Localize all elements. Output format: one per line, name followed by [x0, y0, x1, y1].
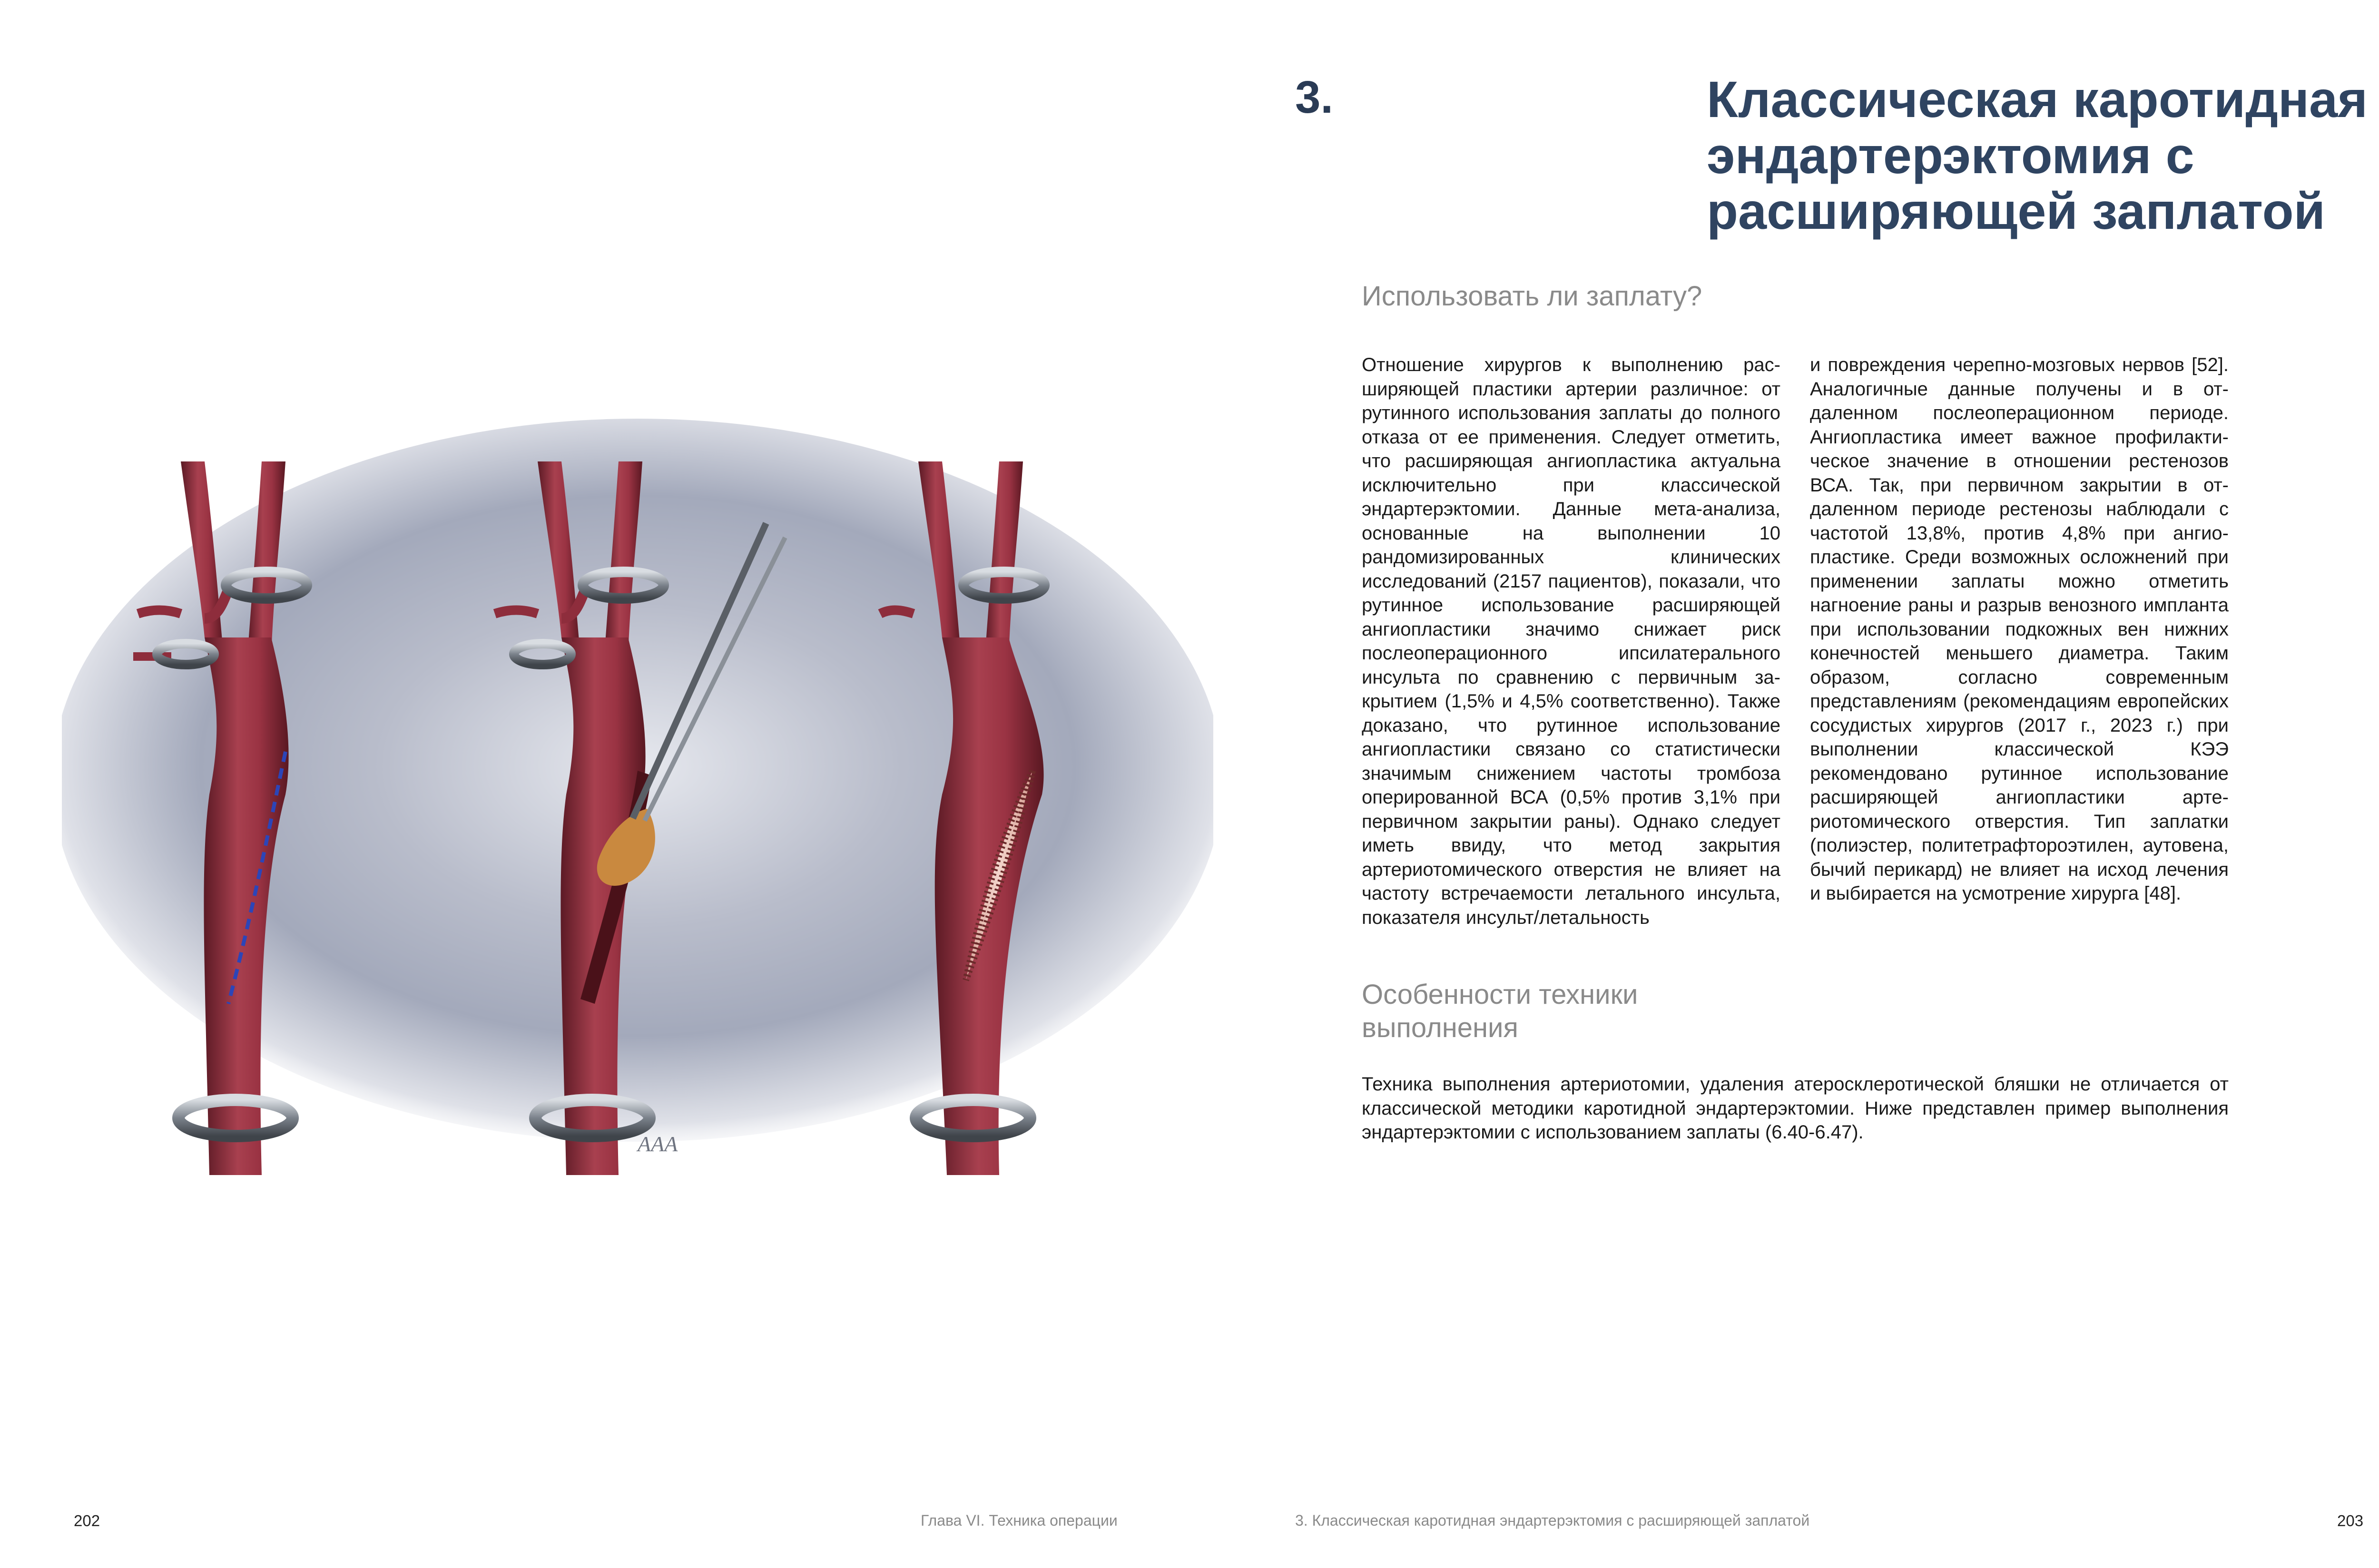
technique-paragraph: Техника выполнения артериотомии, удаления атеросклеротической бляшки не отличается от классической методики каротидной эндартерэктомии. Ниже представлен пример выполнения эндартерэктомии с использованием заплаты (6.40-6.47). — [1362, 1074, 2229, 1143]
running-head-right: 3. Классическая каротидная эндартерэктомия с расширяющей заплатой — [1295, 1512, 1810, 1529]
section-heading-technique — [1362, 978, 1790, 1044]
running-head-left: Глава VI. Техника операции — [921, 1512, 1118, 1529]
chapter-title: Классическая каротидная эндартерэктомия с расширяющей заплатой — [1707, 70, 2368, 240]
text-columns — [1362, 353, 2229, 930]
section-heading-patch: Использовать ли заплату? — [1362, 281, 1702, 312]
page-number-left: 202 — [74, 1512, 100, 1529]
surgical-illustration — [62, 390, 1213, 1199]
text-column-1: Отношение хирургов к выполнению расширяющей пластики артерии различное: от рутинного использования заплаты до полного отказа от ее применения. Следует отметить, что расширяющая ангиопластика актуальна исключительно при классической эндартерэктомии. Данные мета-анализа, основанные на выполнении 10 рандомизированных клинических исследований (2157 пациентов), показали, что рутинное использование расширяющей ангиопластики значимо снижает риск послеоперационного ипсилатерального инсульта по сравнению с первичным закрытием (1,5% и 4,5% соответственно). Также доказано, что рутинное использование ангиопластики связано со статистически значимым снижением частоты тромбоза оперированной ВСА (0,5% против 3,1% при первичном закрытии раны). Однако следует иметь ввиду, что метод закрытия артериотомического отверстия не влияет на частоту встречаемости летального инсульта, показателя инсульт/летальность — [1362, 354, 1780, 928]
right-page — [1214, 0, 2379, 1568]
page-number-right: 203 — [2337, 1512, 2364, 1529]
section-heading-line1: Особенности техники — [1362, 979, 1638, 1010]
section-heading-line2: выполнения — [1362, 1012, 1518, 1043]
artist-signature: AAA — [638, 1132, 678, 1156]
chapter-number: 3. — [1295, 72, 1334, 123]
text-column-2: и повреждения черепно-мозговых нервов [52]. Аналогичные данные получены и в отдаленном послеоперационном периоде. Ангиопластика имеет важное профилактическое значение в отношении рестенозов ВСА. Так, при первичном закрытии в отдаленном периоде рестенозы наблюдали с частотой 13,8%, против 4,8% при ангиопластике. Среди возможных осложнений при применении заплаты можно отметить нагноение раны и разрыв венозного импланта при использовании подкожных вен нижних конечностей меньшего диаметра. Таким образом, согласно современным представлениям (рекомендациям европейских сосудистых хирургов (2017 г., 2023 г.) при выполнении классической КЭЭ рекомендовано рутинное использование расширяющей ангиопластики артериотомического отверстия. Тип заплатки (полиэстер, политетрафтороэтилен, аутовена, бычий перикард) не влияет на исход лечения и выбирается на усмотрение хирурга [48]. — [1810, 354, 2229, 904]
